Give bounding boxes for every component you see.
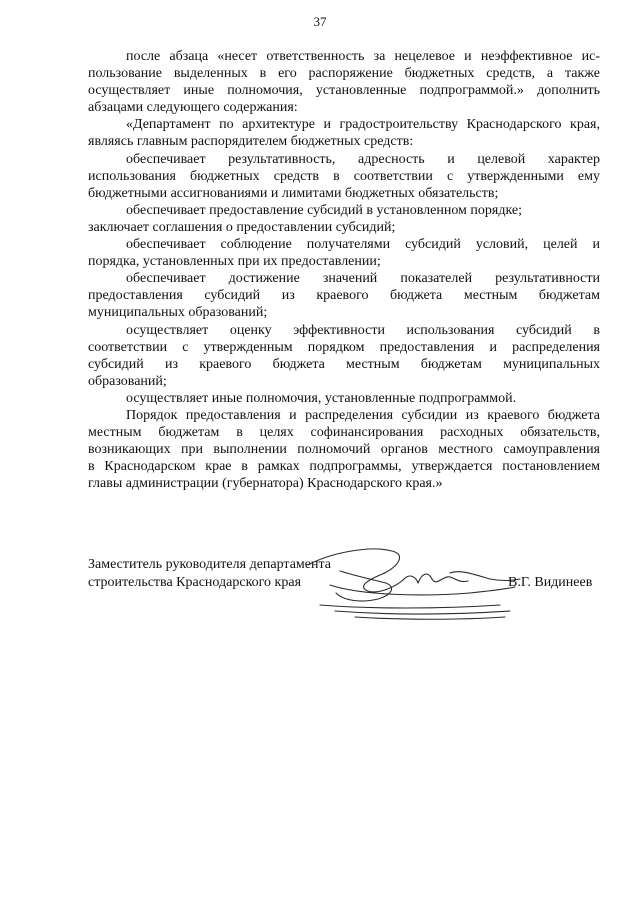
signatory-position-line: Заместитель руководителя департамента (88, 557, 331, 572)
text-line: абзацами следующего содержания: (88, 100, 298, 116)
page-number: 37 (313, 14, 327, 29)
text-line: обеспечивает достижение значений показателей результативности (126, 271, 600, 287)
text-line: предоставления субсидий из краевого бюджета местным бюджетам (88, 288, 600, 304)
text-line: образований; (88, 373, 167, 389)
text-line: субсидий из краевого бюджета местным бюджетам муниципальных (88, 356, 600, 372)
text-line: после абзаца «несет ответственность за нецелевое и неэффективное ис- (126, 49, 600, 64)
text-line: обеспечивает результативность, адресность и целевой характер (126, 151, 600, 167)
text-line: в Краснодарском крае в рамках подпрограммы, утверждается постановлением (88, 459, 600, 475)
text-line: заключает соглашения о предоставлении субсидий; (88, 219, 396, 235)
text-line: соответствии с утвержденным порядком предоставления и распределения (88, 339, 600, 355)
text-line: «Департамент по архитектуре и градостроительству Краснодарского края, (126, 117, 600, 133)
signatory-name: В.Г. Видинеев (508, 575, 593, 590)
text-line: осуществляет оценку эффективности использования субсидий в (126, 322, 600, 338)
body-text (88, 48, 600, 492)
text-line: обеспечивает предоставление субсидий в установленном порядке; (126, 202, 523, 218)
text-line: осуществляет иные полномочия, установленные подпрограммой.» дополнить (88, 83, 600, 99)
text-line: порядка, установленных при их предоставлении; (88, 254, 381, 270)
text-line: главы администрации (губернатора) Краснодарского края.» (88, 476, 443, 492)
text-line: бюджетными ассигнованиями и лимитами бюджетных обязательств; (88, 185, 499, 201)
signatory-position-line: строительства Краснодарского края (88, 575, 302, 590)
signatory-position (88, 556, 331, 592)
text-line: использования бюджетных средств в соответствии с утвержденными ему (88, 168, 600, 184)
handwritten-signature (300, 535, 530, 625)
text-line: возникающих при выполнении полномочий органов местного самоуправления (88, 442, 600, 458)
text-line: осуществляет иные полномочия, установленные подпрограммой. (126, 390, 517, 406)
text-line: являясь главным распорядителем бюджетных средств: (88, 134, 414, 150)
text-line: местным бюджетам в целях софинансирования расходных обязательств, (88, 425, 600, 441)
text-line: Порядок предоставления и распределения субсидии из краевого бюджета (126, 407, 600, 423)
text-line: пользование выделенных в его распоряжение бюджетных средств, а также (88, 66, 600, 82)
text-line: обеспечивает соблюдение получателями субсидий условий, целей и (126, 237, 600, 253)
text-line: муниципальных образований; (88, 305, 268, 321)
